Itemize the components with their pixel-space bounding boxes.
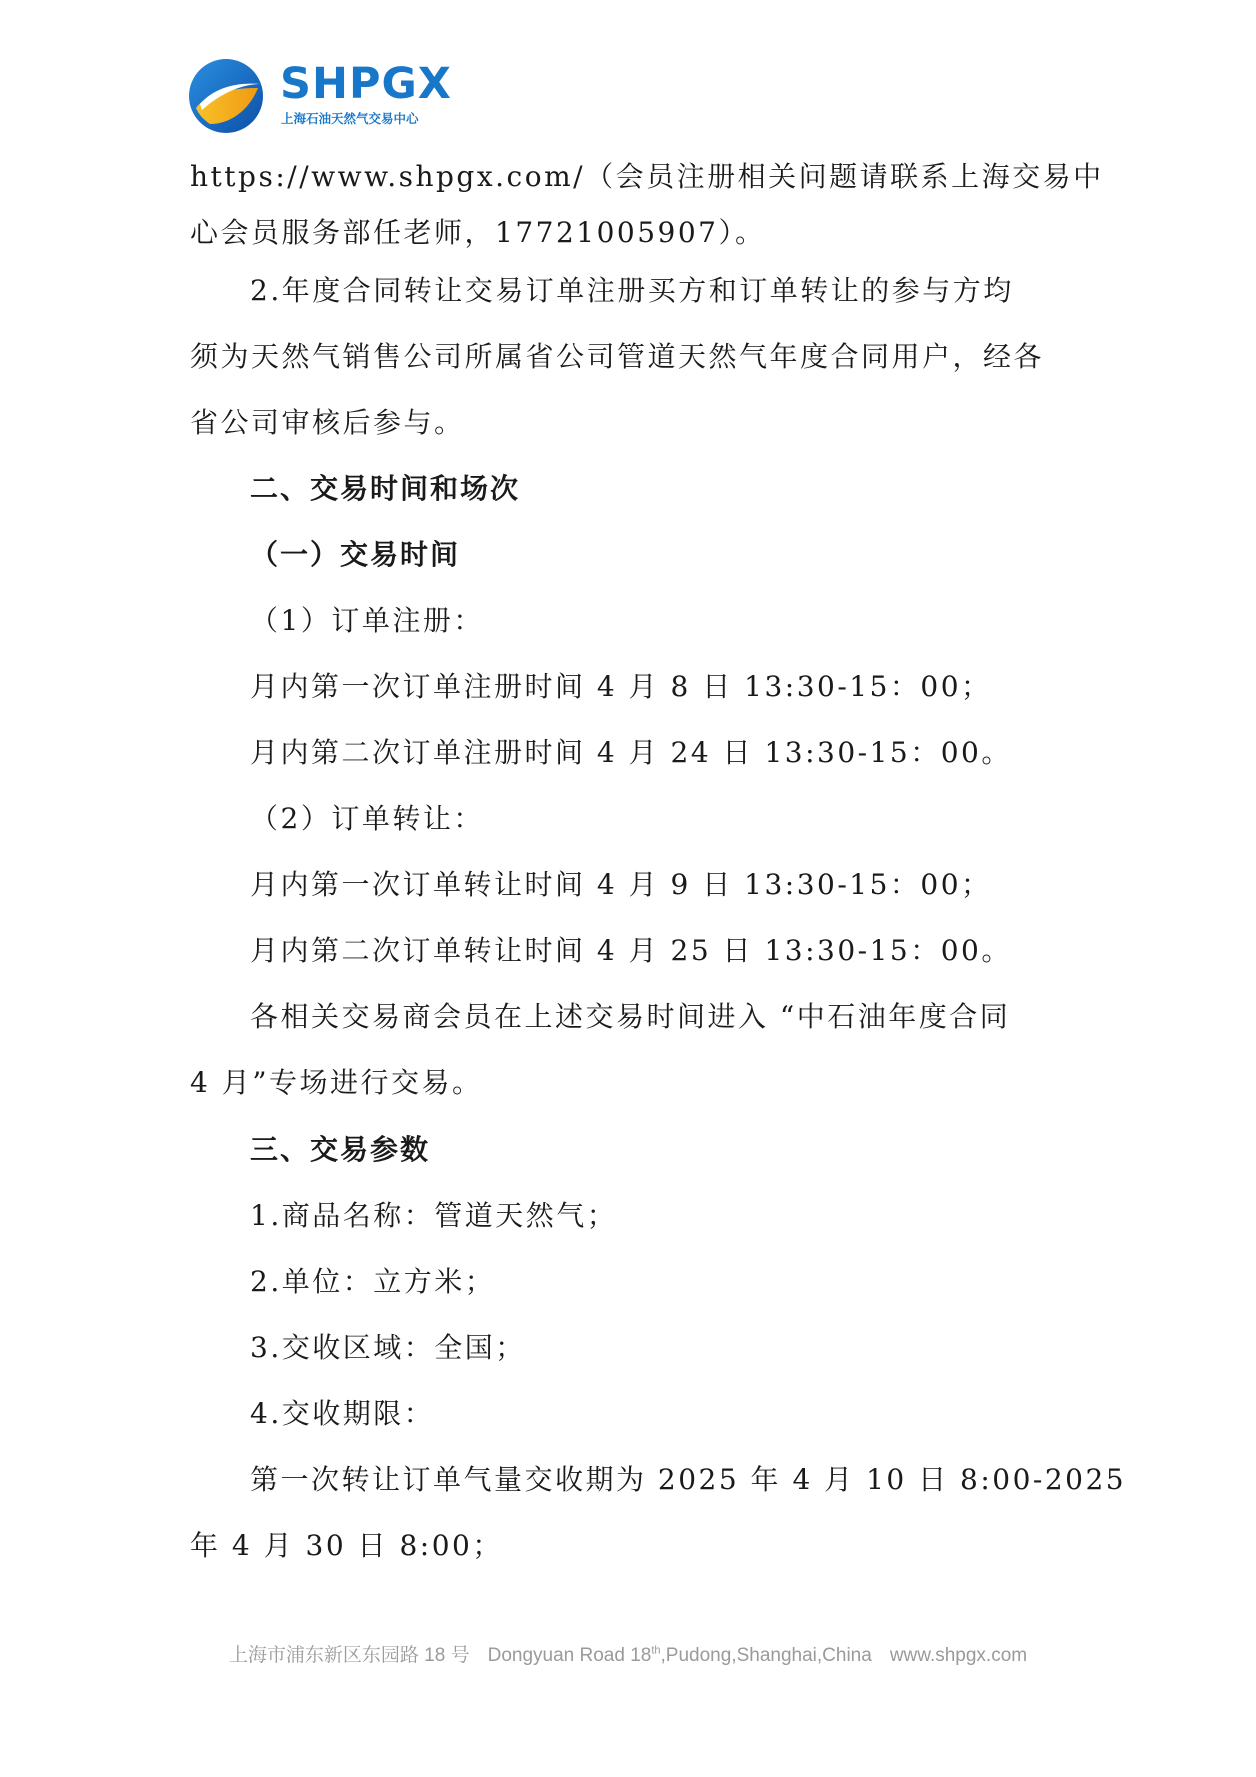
section-heading: 三、交易参数 [250, 1133, 431, 1166]
paragraph-line: 各相关交易商会员在上述交易时间进入 “中石油年度合同 [250, 1000, 1011, 1033]
logo-subtitle: 上海石油天然气交易中心 [281, 111, 419, 126]
paragraph-line: 年 4 月 30 日 8:00； [190, 1529, 503, 1562]
list-item: 4.交收期限： [250, 1397, 435, 1430]
paragraph-line: 心会员服务部任老师，17721005907）。 [190, 216, 766, 249]
list-heading: （1）订单注册： [250, 604, 484, 637]
footer-address-en-sup: th [651, 1644, 661, 1657]
list-heading: （2）订单转让： [250, 802, 484, 835]
section-heading: 二、交易时间和场次 [250, 472, 521, 505]
page-footer [0, 1640, 1256, 1667]
paragraph-line: 2.年度合同转让交易订单注册买方和订单转让的参与方均 [250, 274, 1014, 307]
list-item: 2.单位：立方米； [250, 1265, 496, 1298]
footer-website: www.shpgx.com [889, 1645, 1028, 1666]
footer-address-en-pre: Dongyuan Road 18 [487, 1645, 652, 1666]
list-item: 月内第二次订单注册时间 4 月 24 日 13:30-15：00。 [250, 736, 1012, 769]
list-item: 1.商品名称：管道天然气； [250, 1199, 618, 1232]
list-item: 月内第一次订单转让时间 4 月 9 日 13:30-15：00； [250, 868, 992, 901]
header-logo [188, 56, 452, 136]
logo-wordmark: SHPGX [280, 59, 452, 109]
paragraph-line: 4 月”专场进行交易。 [190, 1066, 483, 1099]
paragraph-line: 省公司审核后参与。 [190, 406, 465, 439]
paragraph-line: 须为天然气销售公司所属省公司管道天然气年度合同用户，经各 [190, 340, 1045, 373]
shpgx-logo-icon [188, 58, 264, 134]
paragraph-line: https://www.shpgx.com/（会员注册相关问题请联系上海交易中 [190, 160, 1104, 193]
subsection-heading: （一）交易时间 [250, 538, 461, 571]
list-item: 月内第二次订单转让时间 4 月 25 日 13:30-15：00。 [250, 934, 1012, 967]
paragraph-line: 第一次转让订单气量交收期为 2025 年 4 月 10 日 8:00-2025 [250, 1463, 1127, 1496]
list-item: 月内第一次订单注册时间 4 月 8 日 13:30-15：00； [250, 670, 992, 703]
footer-address-en-post: ,Pudong,Shanghai,China [660, 1645, 872, 1666]
list-item: 3.交收区域：全国； [250, 1331, 526, 1364]
footer-address-cn: 上海市浦东新区东园路 18 号 [228, 1645, 470, 1666]
